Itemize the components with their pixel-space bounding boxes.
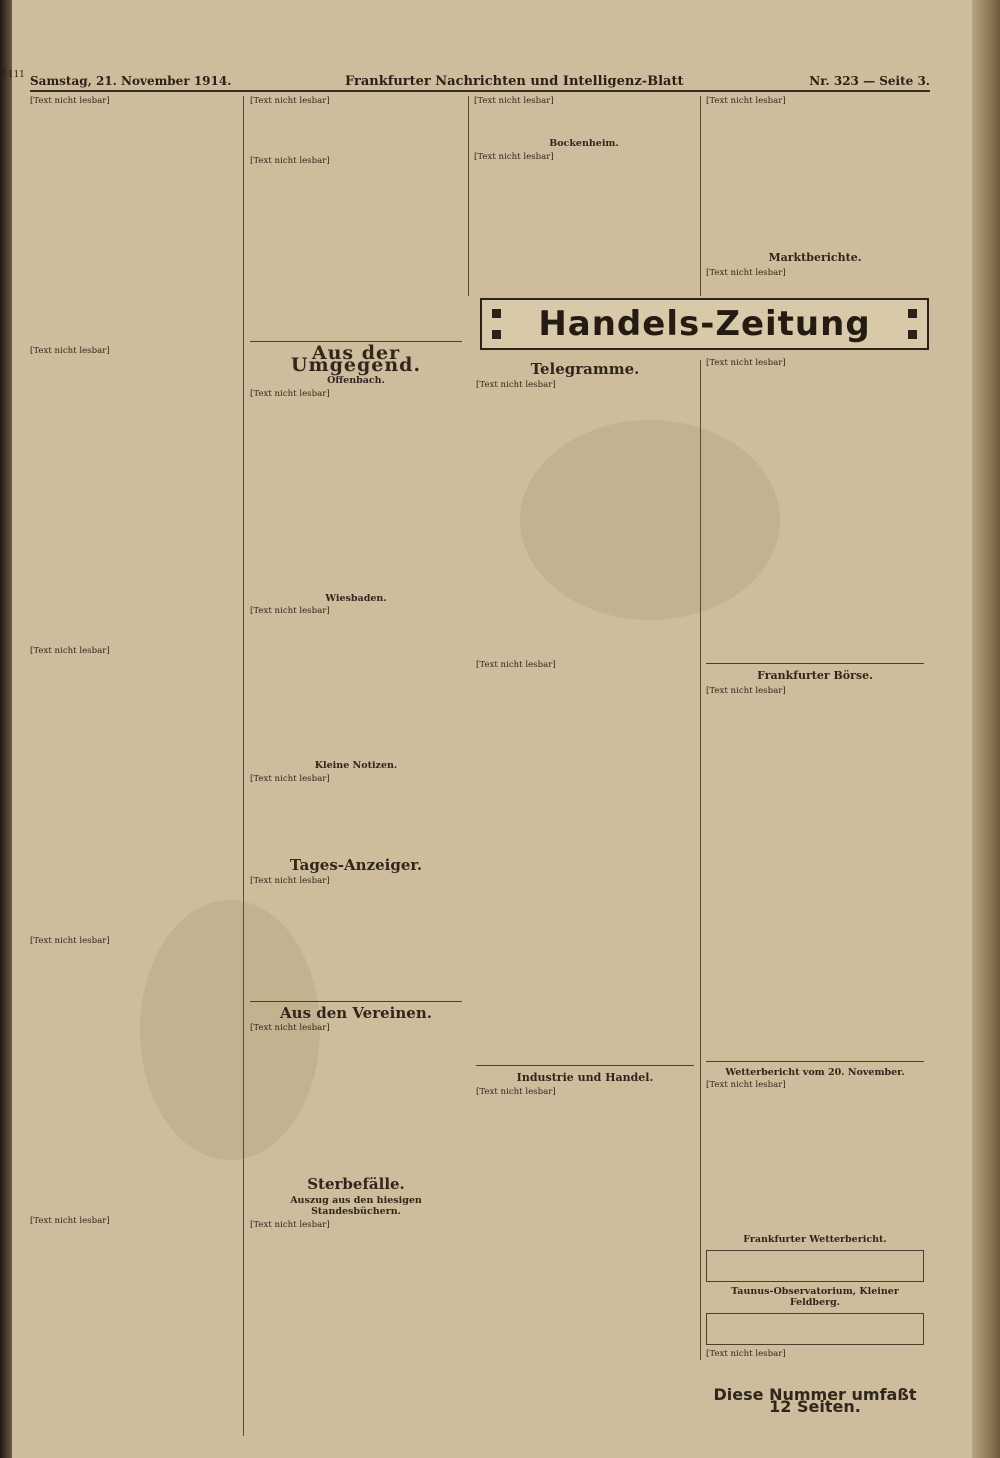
section-rule	[706, 663, 924, 664]
header-masthead: Frankfurter Nachrichten und Intelligenz-Blatt	[345, 74, 684, 89]
section-title-taunus: Taunus-Observatorium, Kleiner Feldberg.	[731, 1285, 899, 1309]
article-text: [Text nicht lesbar]	[250, 96, 330, 106]
page-edge	[972, 0, 1000, 1458]
article-text: [Text nicht lesbar]	[250, 1219, 330, 1230]
article-text: [Text nicht lesbar]	[30, 1216, 110, 1226]
subsection-title-wiesbaden: Wiesbaden.	[325, 592, 387, 604]
article-text: [Text nicht lesbar]	[250, 875, 330, 886]
article-text: [Text nicht lesbar]	[706, 685, 786, 696]
article-text: [Text nicht lesbar]	[250, 606, 330, 617]
article-text: [Text nicht lesbar]	[476, 659, 556, 670]
page-header	[30, 72, 930, 90]
subsection-title-offenbach: Offenbach.	[327, 375, 385, 387]
column-3	[474, 96, 694, 296]
handels-zeitung-title: Handels-Zeitung	[538, 304, 871, 344]
section-title-telegramme: Telegramme.	[530, 360, 640, 378]
banner-ornament-right	[908, 309, 917, 339]
section-title-marktberichte: Marktberichte.	[768, 251, 862, 264]
article-text: [Text nicht lesbar]	[250, 388, 330, 399]
banner-ornament-left	[492, 309, 501, 339]
article-text: [Text nicht lesbar]	[706, 358, 786, 368]
article-text: [Text nicht lesbar]	[474, 96, 554, 106]
header-rule	[30, 90, 930, 92]
section-title-wetterwarte: Frankfurter Wetterbericht.	[743, 1234, 887, 1246]
column-5	[476, 358, 694, 1358]
section-title-sterbefaelle: Sterbefälle.	[307, 1175, 405, 1194]
weather-table	[706, 1250, 924, 1282]
section-title-boerse: Frankfurter Börse.	[757, 669, 873, 682]
article-text: [Text nicht lesbar]	[30, 346, 110, 356]
column-2	[250, 96, 462, 1436]
article-text: [Text nicht lesbar]	[250, 773, 330, 784]
subsection-title-bockenheim: Bockenheim.	[549, 138, 619, 149]
article-text: [Text nicht lesbar]	[30, 96, 110, 106]
section-rule	[250, 1001, 462, 1002]
column-divider	[468, 96, 469, 296]
impressum-text: [Text nicht lesbar]	[706, 1348, 786, 1359]
subsection-title-standesbuecher: Auszug aus den hiesigen Standesbüchern.	[290, 1194, 422, 1218]
article-text: [Text nicht lesbar]	[476, 1087, 556, 1098]
section-title-vereine: Aus den Vereinen.	[280, 1003, 432, 1022]
section-title-umgegend: Aus der Umgegend.	[290, 342, 422, 376]
article-text: [Text nicht lesbar]	[30, 646, 110, 656]
header-page-number: Nr. 323 — Seite 3.	[809, 74, 930, 88]
section-title-anzeiger: Tages-Anzeiger.	[289, 855, 423, 874]
column-6	[706, 358, 924, 1416]
article-text: [Text nicht lesbar]	[706, 267, 786, 278]
section-rule	[706, 1061, 924, 1062]
section-title-industrie: Industrie und Handel.	[516, 1070, 654, 1084]
article-text: [Text nicht lesbar]	[474, 151, 554, 162]
column-1	[30, 96, 236, 1436]
margin-number: 1111	[2, 70, 25, 80]
section-rule	[476, 1065, 694, 1066]
observatory-table	[706, 1313, 924, 1345]
column-divider	[700, 96, 701, 296]
header-date: Samstag, 21. November 1914.	[30, 74, 232, 88]
handels-zeitung-banner	[480, 298, 929, 350]
article-text: [Text nicht lesbar]	[250, 156, 330, 166]
article-text: [Text nicht lesbar]	[30, 936, 110, 946]
section-title-wetter: Wetterbericht vom 20. November.	[725, 1066, 905, 1078]
column-divider	[243, 96, 244, 1436]
article-text: [Text nicht lesbar]	[706, 1080, 786, 1091]
column-4	[706, 96, 924, 296]
footer-page-count: Diese Nummer umfaßt 12 Seiten.	[713, 1384, 917, 1416]
page-binding	[0, 0, 12, 1458]
article-text: [Text nicht lesbar]	[476, 379, 556, 390]
article-text: [Text nicht lesbar]	[706, 96, 786, 106]
subsection-title-notizen: Kleine Notizen.	[314, 760, 398, 772]
column-divider	[700, 360, 701, 1360]
article-text: [Text nicht lesbar]	[250, 1023, 330, 1034]
